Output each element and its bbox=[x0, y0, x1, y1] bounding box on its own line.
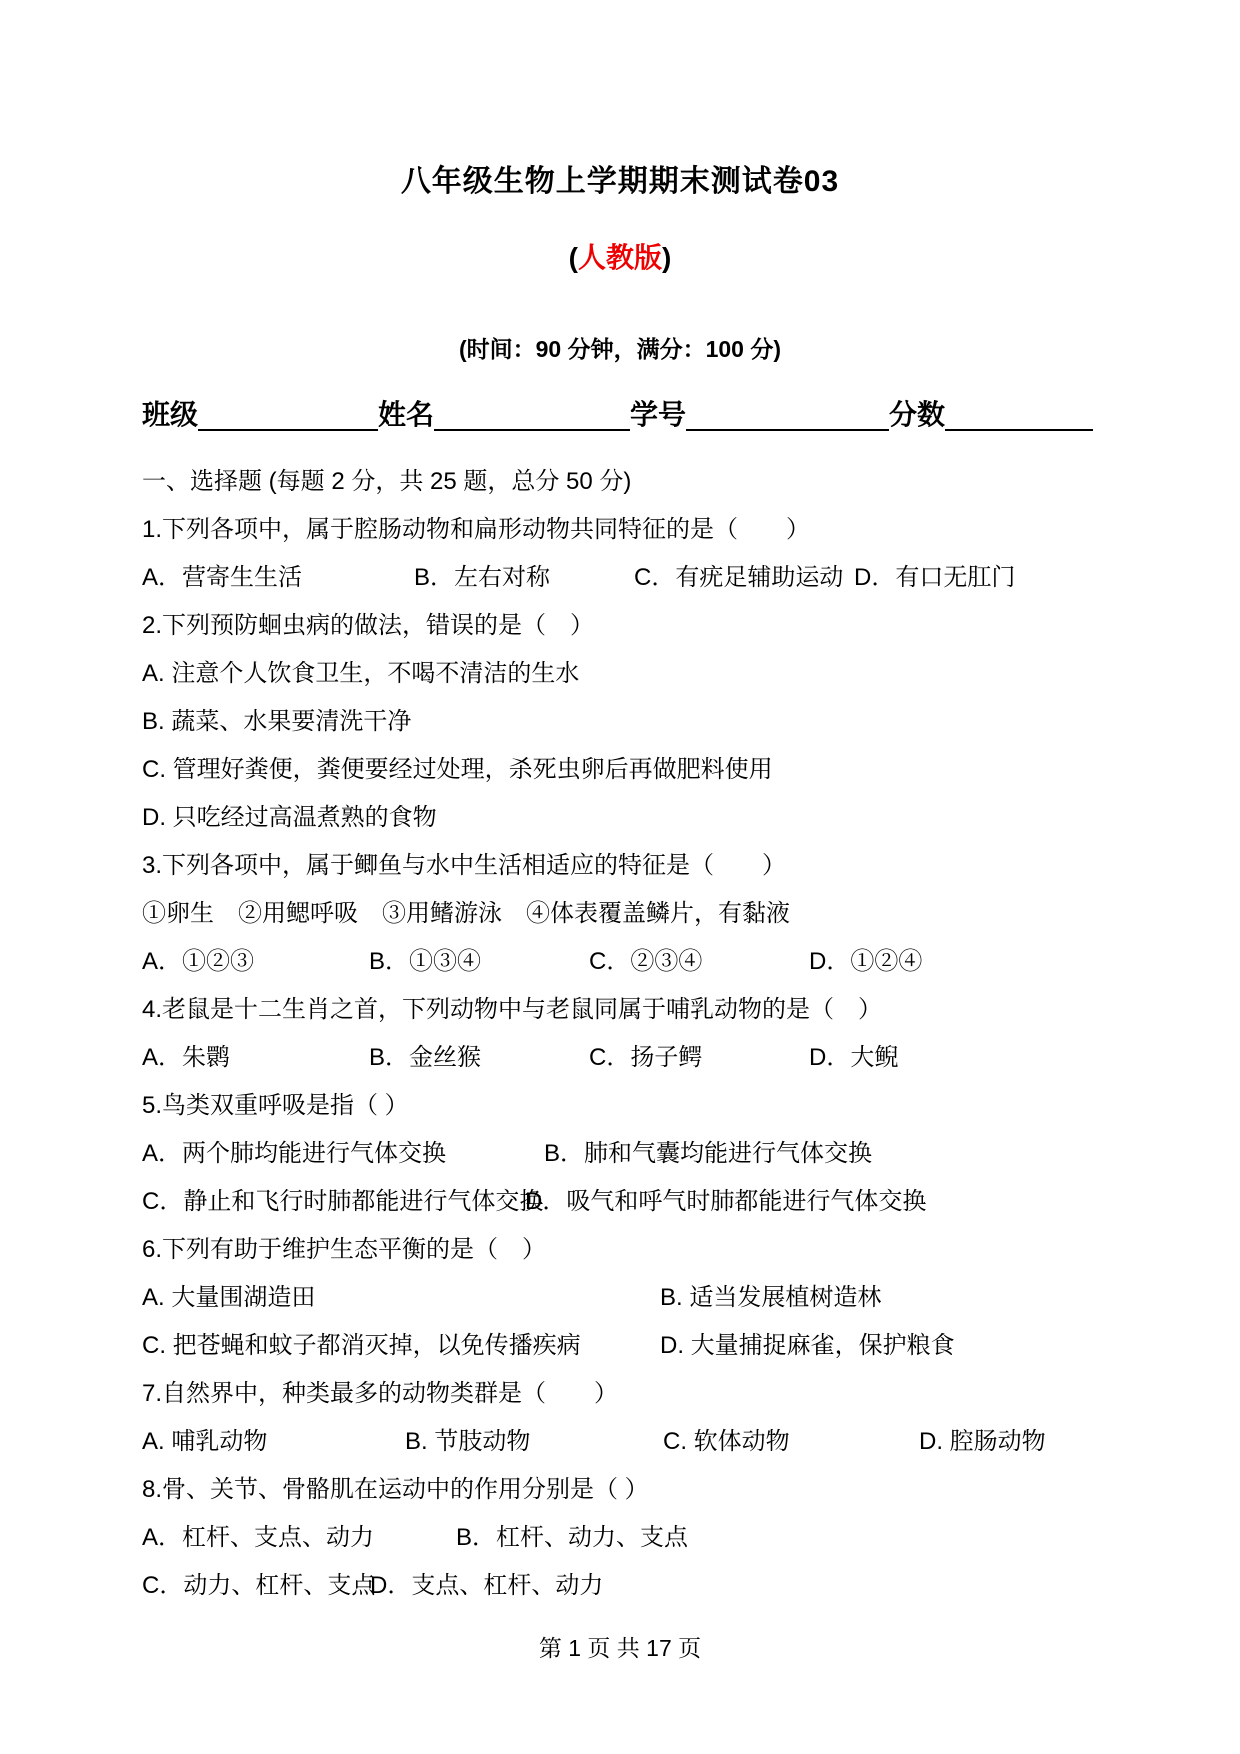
q5-options-row-1 bbox=[0, 1130, 1240, 1178]
q8-options-row-1 bbox=[0, 1514, 1240, 1562]
q6-options-row-1 bbox=[0, 1274, 1240, 1322]
q3-numbered-items: ①卵生 ②用鳃呼吸 ③用鳍游泳 ④体表覆盖鳞片，有黏液 bbox=[142, 900, 790, 927]
q3-option-a: A．①②③ bbox=[142, 948, 255, 975]
q7-option-a: A. 哺乳动物 bbox=[142, 1428, 268, 1455]
q8-option-a: A．杠杆、支点、动力 bbox=[142, 1524, 375, 1551]
q3-options bbox=[0, 938, 1240, 986]
q4-option-b: B．金丝猴 bbox=[369, 1044, 482, 1071]
q7-options bbox=[0, 1418, 1240, 1466]
exam-title: 八年级生物上学期期末测试卷03 bbox=[400, 165, 840, 198]
q5-option-d: D．吸气和呼气时肺都能进行气体交换 bbox=[525, 1188, 927, 1215]
q3-stem: 3.下列各项中，属于鲫鱼与水中生活相适应的特征是（ ） bbox=[142, 852, 787, 879]
q4-option-d: D．大鲵 bbox=[809, 1044, 899, 1071]
q6-stem: 6.下列有助于维护生态平衡的是（ ） bbox=[142, 1236, 547, 1263]
q3-option-c: C．②③④ bbox=[589, 948, 703, 975]
score-label: 分数 bbox=[889, 399, 946, 430]
q4-options bbox=[0, 1034, 1240, 1082]
student-info-row bbox=[142, 399, 1093, 431]
q5-options-row-2 bbox=[0, 1178, 1240, 1226]
q2-option-d: D. 只吃经过高温煮熟的食物 bbox=[142, 804, 437, 831]
class-label: 班级 bbox=[142, 399, 199, 430]
q2-option-b: B. 蔬菜、水果要清洗干净 bbox=[142, 708, 412, 735]
q2-option-c: C. 管理好粪便，粪便要经过处理，杀死虫卵后再做肥料使用 bbox=[142, 756, 773, 783]
q6-options-row-2 bbox=[0, 1322, 1240, 1370]
student-id-blank-line bbox=[686, 401, 889, 431]
q6-option-b: B. 适当发展植树造林 bbox=[660, 1284, 882, 1311]
student-id-label: 学号 bbox=[630, 399, 687, 430]
q7-stem: 7.自然界中，种类最多的动物类群是（ ） bbox=[142, 1380, 619, 1407]
edition-name: 人教版 bbox=[577, 242, 662, 273]
q1-stem: 1.下列各项中，属于腔肠动物和扁形动物共同特征的是（ ） bbox=[142, 516, 811, 543]
q1-option-a: A．营寄生生活 bbox=[142, 564, 303, 591]
q8-options-row-2 bbox=[0, 1562, 1240, 1610]
q8-option-c: C．动力、杠杆、支点 bbox=[142, 1572, 376, 1599]
q7-option-d: D. 腔肠动物 bbox=[919, 1428, 1046, 1455]
section-heading: 一、选择题 (每题 2 分，共 25 题，总分 50 分) bbox=[142, 468, 632, 495]
q1-option-d: D．有口无肛门 bbox=[854, 564, 1016, 591]
q8-option-b: B．杠杆、动力、支点 bbox=[456, 1524, 689, 1551]
q8-option-d: D．支点、杠杆、动力 bbox=[370, 1572, 604, 1599]
q7-option-b: B. 节肢动物 bbox=[405, 1428, 531, 1455]
score-blank-line bbox=[945, 401, 1093, 431]
q6-option-c: C. 把苍蝇和蚊子都消灭掉，以免传播疾病 bbox=[142, 1332, 581, 1359]
q5-option-c: C．静止和飞行时肺都能进行气体交换 bbox=[142, 1188, 544, 1215]
q4-stem: 4.老鼠是十二生肖之首，下列动物中与老鼠同属于哺乳动物的是（ ） bbox=[142, 996, 883, 1023]
edition-paren-close: ) bbox=[662, 242, 672, 273]
q4-option-c: C．扬子鳄 bbox=[589, 1044, 703, 1071]
exam-edition bbox=[0, 236, 1240, 276]
q5-stem: 5.鸟类双重呼吸是指（ ） bbox=[142, 1092, 409, 1119]
q7-option-c: C. 软体动物 bbox=[663, 1428, 790, 1455]
question-list bbox=[0, 458, 1240, 1610]
q5-option-b: B．肺和气囊均能进行气体交换 bbox=[544, 1140, 873, 1167]
q5-option-a: A．两个肺均能进行气体交换 bbox=[142, 1140, 447, 1167]
q3-option-d: D．①②④ bbox=[809, 948, 923, 975]
edition-paren-open: ( bbox=[568, 242, 578, 273]
name-label: 姓名 bbox=[378, 399, 435, 430]
class-blank-line bbox=[198, 401, 378, 431]
q1-option-b: B．左右对称 bbox=[414, 564, 551, 591]
page-number: 第 1 页 共 17 页 bbox=[538, 1635, 702, 1661]
q1-options bbox=[0, 554, 1240, 602]
exam-time-score-info: (时间：90 分钟，满分：100 分) bbox=[458, 336, 782, 362]
q8-stem: 8.骨、关节、骨骼肌在运动中的作用分别是（ ） bbox=[142, 1476, 649, 1503]
q6-option-d: D. 大量捕捉麻雀，保护粮食 bbox=[660, 1332, 955, 1359]
q2-stem: 2.下列预防蛔虫病的做法，错误的是（ ） bbox=[142, 612, 595, 639]
q2-option-a: A. 注意个人饮食卫生，不喝不清洁的生水 bbox=[142, 660, 580, 687]
name-blank-line bbox=[434, 401, 630, 431]
q6-option-a: A. 大量围湖造田 bbox=[142, 1284, 316, 1311]
q3-option-b: B．①③④ bbox=[369, 948, 482, 975]
q1-option-c: C．有疣足辅助运动 bbox=[634, 564, 844, 591]
q4-option-a: A．朱鹮 bbox=[142, 1044, 231, 1071]
